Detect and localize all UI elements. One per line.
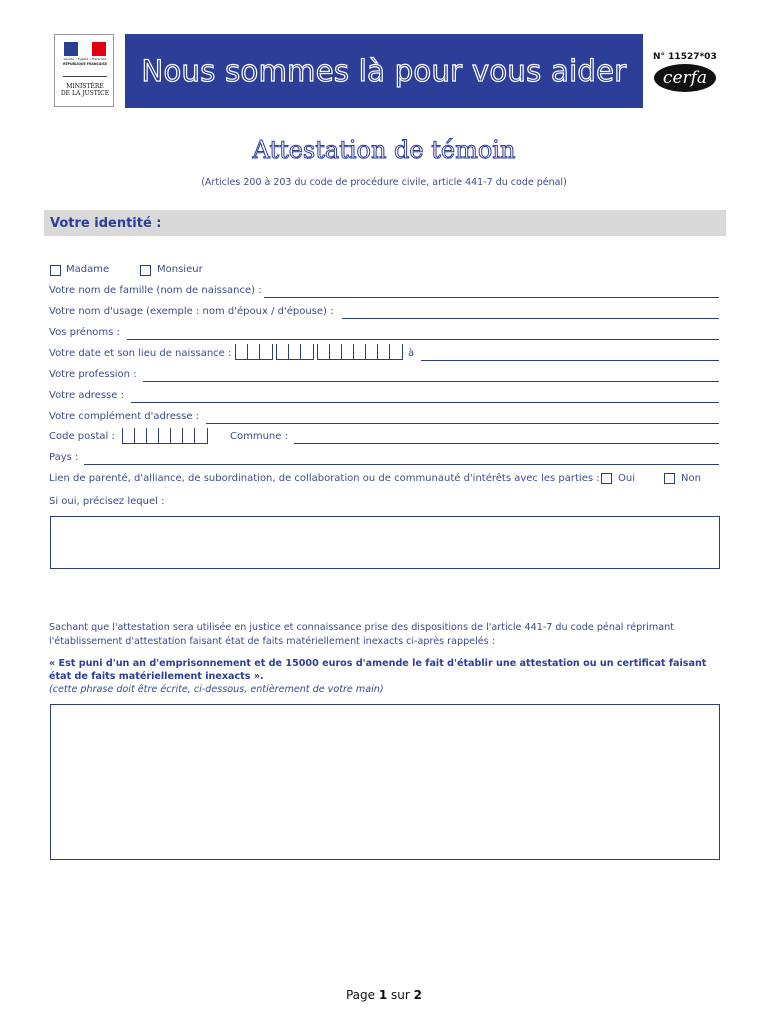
family-name-field[interactable] [264, 297, 719, 298]
document-subtitle: (Articles 200 à 203 du code de procédure civile, article 441-7 du code pénal) [201, 177, 567, 188]
profession-label: Votre profession : [49, 369, 137, 380]
logo-ministry-line1: MINISTÈRE [66, 83, 104, 90]
birth-year-boxes[interactable] [317, 344, 403, 360]
address-field[interactable] [131, 402, 719, 403]
page-indicator [0, 988, 768, 1002]
madame-label: Madame [66, 264, 110, 275]
section-header-identity [44, 210, 726, 236]
header-banner [125, 34, 643, 108]
declaration-note: (cette phrase doit être écrite, ci-dessous, entièrement de votre main) [49, 684, 384, 695]
birth-label: Votre date et son lieu de naissance : [49, 348, 232, 359]
logo-republic: RÉPUBLIQUE FRANÇAISE [62, 62, 108, 66]
declaration-quote: « Est puni d'un an d'emprisonnement et de 15000 euros d'amende le fait d'établir une attestation ou un certificat faisant état de faits matériellement inexacts ». [49, 658, 707, 682]
cerfa-logo [654, 64, 716, 92]
if-yes-textarea[interactable] [50, 516, 720, 569]
oui-checkbox[interactable] [601, 473, 612, 484]
non-checkbox[interactable] [664, 473, 675, 484]
handwritten-declaration-textarea[interactable] [50, 704, 720, 860]
first-names-field[interactable] [127, 339, 719, 340]
if-yes-label: Si oui, précisez lequel : [49, 496, 165, 507]
cerfa-number: N° 11527*03 [653, 52, 717, 62]
address-label: Votre adresse : [49, 390, 124, 401]
usage-name-field[interactable] [342, 318, 719, 319]
logo-motto: Liberté • Égalité • Fraternité [63, 57, 107, 61]
birth-day-boxes[interactable] [235, 344, 273, 360]
address-complement-label: Votre complément d'adresse : [49, 411, 200, 422]
commune-label: Commune : [230, 431, 288, 442]
logo-ministry-line2: DE LA JUSTICE [60, 90, 110, 97]
birth-at-label: à [408, 348, 415, 359]
cerfa-logo-text: cerfa [662, 68, 708, 88]
banner-text: Nous sommes là pour vous aider [141, 54, 627, 88]
non-label: Non [681, 473, 701, 484]
declaration-intro: Sachant que l'attestation sera utilisée en justice et connaissance prise des dispositions de l'article 441-7 du code pénal réprimant l'établissement d'attestation faisant état de faits matériellement inexacts ci-après rappelés : [49, 622, 674, 647]
ministry-logo [54, 34, 114, 107]
french-flag-icon [64, 42, 106, 56]
monsieur-checkbox[interactable] [140, 265, 151, 276]
profession-field[interactable] [143, 381, 719, 382]
birth-month-boxes[interactable] [276, 344, 314, 360]
birth-place-field[interactable] [421, 360, 719, 361]
logo-ministry [57, 83, 113, 97]
page-word: Page [345, 988, 376, 1002]
monsieur-label: Monsieur [157, 264, 203, 275]
address-complement-field[interactable] [206, 423, 719, 424]
total-pages: 2 [413, 988, 423, 1002]
country-field[interactable] [84, 464, 719, 465]
of-word: sur [391, 988, 410, 1002]
document-title: Attestation de témoin [252, 136, 516, 164]
oui-label: Oui [618, 473, 635, 484]
family-name-label: Votre nom de famille (nom de naissance) : [49, 285, 262, 296]
commune-field[interactable] [294, 443, 719, 444]
postal-code-label: Code postal : [49, 431, 115, 442]
usage-name-label: Votre nom d'usage (exemple : nom d'époux / d'épouse) : [49, 306, 334, 317]
country-label: Pays : [49, 452, 79, 463]
section-title: Votre identité : [50, 215, 162, 231]
current-page: 1 [378, 988, 388, 1002]
madame-checkbox[interactable] [50, 265, 61, 276]
postal-code-boxes[interactable] [122, 428, 208, 444]
logo-divider [63, 76, 107, 77]
relationship-label: Lien de parenté, d'alliance, de subordination, de collaboration ou de communauté d'intérêts avec les parties : [49, 473, 600, 484]
first-names-label: Vos prénoms : [49, 327, 120, 338]
